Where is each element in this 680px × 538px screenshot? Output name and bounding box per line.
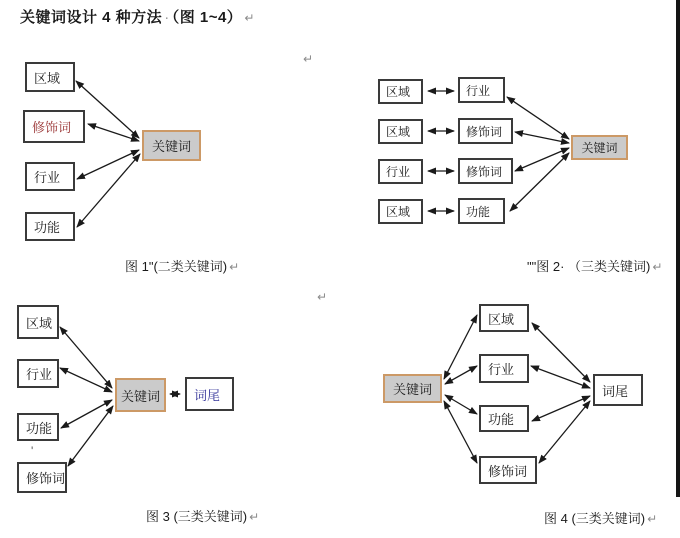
fig1-node-xiushici: 修饰词 bbox=[23, 110, 85, 143]
fig3-node-xiushici: 修饰词 bbox=[17, 462, 67, 493]
fig2-row4-left: 区域 bbox=[378, 199, 423, 224]
fig4-right-arrow bbox=[531, 366, 590, 388]
fig1-arrow bbox=[77, 150, 139, 179]
fig3-node-quyu: 区域 bbox=[17, 305, 59, 339]
paragraph-mark-icon: ↵ bbox=[317, 290, 328, 304]
fig1-hub-guanjianci: 关键词 bbox=[142, 130, 201, 161]
paragraph-mark-icon: ↵ bbox=[652, 260, 663, 274]
fig1-node-hangye: 行业 bbox=[25, 162, 75, 191]
fig3-node-hangye: 行业 bbox=[17, 359, 59, 388]
fig3-node-ciwei: 词尾 bbox=[185, 377, 234, 411]
paragraph-mark-icon: ↵ bbox=[244, 11, 255, 25]
space-mark: · bbox=[164, 9, 170, 26]
fig2-row3-right: 修饰词 bbox=[458, 158, 513, 184]
fig1-arrow bbox=[88, 124, 139, 141]
fig4-left-arrow bbox=[445, 395, 477, 414]
fig2-row1-left: 区域 bbox=[378, 79, 423, 104]
fig3-arrow bbox=[61, 400, 112, 428]
fig4-left-arrow bbox=[444, 401, 477, 463]
fig4-node-xiushici: 修饰词 bbox=[479, 456, 537, 484]
fig3-stray-mark: ' bbox=[31, 444, 34, 458]
fig4-node-quyu: 区域 bbox=[479, 304, 529, 332]
title-text: 关键词设计 4 种方法 bbox=[20, 9, 163, 26]
fig4-caption-text: 图 4 (三类关键词) bbox=[544, 511, 646, 526]
fig1-node-quyu: 区域 bbox=[25, 62, 75, 92]
fig1-caption bbox=[125, 256, 239, 275]
fig2-caption-text: ""图 2· （三类关键词) bbox=[527, 259, 651, 274]
fig4-node-gongneng: 功能 bbox=[479, 405, 529, 432]
fig4-left-arrow bbox=[445, 366, 477, 384]
fig3-hub-guanjianci: 关键词 bbox=[115, 378, 166, 412]
fig3-caption-text: 图 3 (三类关键词) bbox=[146, 509, 248, 524]
fig2-hub-arrow bbox=[515, 132, 569, 143]
fig1-caption-text: 图 1"(二类关键词) bbox=[125, 259, 228, 274]
paragraph-mark-icon: ↵ bbox=[229, 260, 240, 274]
fig1-node-gongneng: 功能 bbox=[25, 212, 75, 241]
fig2-row2-right: 修饰词 bbox=[458, 118, 513, 144]
fig2-hub-arrow bbox=[510, 153, 569, 211]
fig3-arrow bbox=[60, 327, 112, 388]
paragraph-mark-icon: ↵ bbox=[647, 512, 658, 526]
fig3-arrow bbox=[60, 368, 112, 392]
fig2-caption bbox=[527, 256, 662, 275]
paragraph-mark-icon: ↵ bbox=[249, 510, 260, 524]
paragraph-mark-icon: ↵ bbox=[303, 52, 314, 66]
fig4-right-arrow bbox=[532, 323, 590, 382]
fig1-arrow bbox=[76, 81, 139, 138]
page-edge-line bbox=[676, 0, 680, 497]
fig2-row2-left: 区域 bbox=[378, 119, 423, 144]
fig3-arrow bbox=[68, 406, 113, 466]
fig1-arrow bbox=[77, 154, 140, 227]
title-fig-range: （图 1~4） bbox=[171, 9, 243, 26]
fig4-hub-guanjianci: 关键词 bbox=[383, 374, 442, 403]
fig2-hub-guanjianci: 关键词 bbox=[571, 135, 628, 160]
page-title bbox=[20, 6, 255, 27]
fig4-caption bbox=[544, 508, 657, 527]
fig4-right-arrow bbox=[539, 401, 590, 463]
fig2-row4-right: 功能 bbox=[458, 198, 505, 224]
fig3-caption bbox=[146, 506, 259, 525]
fig2-hub-arrow bbox=[507, 97, 569, 139]
fig2-hub-arrow bbox=[515, 148, 569, 171]
fig3-node-gongneng: 功能 bbox=[17, 413, 59, 441]
fig2-row3-left: 行业 bbox=[378, 159, 423, 184]
fig4-node-ciwei: 词尾 bbox=[593, 374, 643, 406]
fig2-row1-right: 行业 bbox=[458, 77, 505, 103]
fig4-left-arrow bbox=[444, 315, 477, 379]
fig4-node-hangye: 行业 bbox=[479, 354, 529, 383]
fig4-right-arrow bbox=[532, 396, 590, 421]
